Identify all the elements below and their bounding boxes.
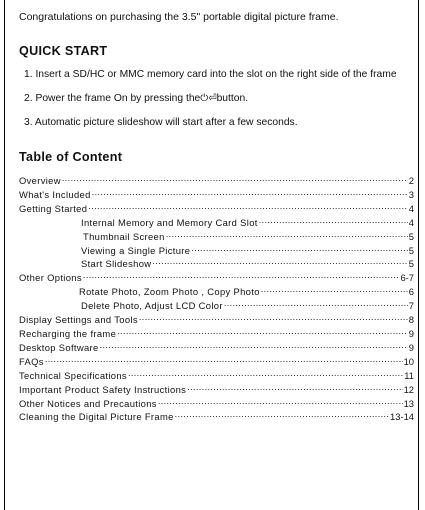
toc-leader	[152, 257, 407, 267]
toc-title: Display Settings and Tools	[19, 314, 138, 326]
toc-title: Overview	[19, 175, 61, 186]
toc-page: 10	[403, 355, 414, 367]
toc-page: 8	[408, 314, 414, 326]
toc-page: 2	[408, 175, 414, 186]
manual-page	[19, 10, 414, 424]
toc-title: Start Slideshow	[81, 258, 152, 270]
toc-page: 9	[408, 327, 414, 339]
toc-page: 4	[408, 202, 414, 214]
toc-title: FAQs	[19, 355, 44, 367]
toc-entry	[19, 188, 414, 202]
toc-page: 9	[408, 341, 414, 353]
toc-title: Desktop Software	[19, 341, 99, 353]
toc-title: Important Product Safety Instructions	[19, 383, 187, 395]
toc-entry	[19, 216, 414, 230]
table-of-contents	[19, 174, 414, 424]
quick-start-steps	[19, 68, 414, 130]
toc-leader	[117, 327, 408, 337]
intro-text: Congratulations on purchasing the 3.5" portable digital picture frame.	[19, 11, 339, 23]
toc-entry	[19, 313, 414, 327]
toc-page: 6-7	[400, 272, 414, 284]
toc-entry	[19, 271, 414, 285]
toc-leader	[166, 230, 408, 240]
step-text: 1. Insert a SD/HC or MMC memory card into the slot on the right side of the frame	[24, 69, 397, 80]
toc-title: Rotate Photo, Zoom Photo , Copy Photo	[79, 286, 260, 298]
toc-title: Cleaning the Digital Picture Frame	[19, 411, 174, 423]
toc-page: 13-14	[390, 411, 414, 423]
quick-start-step	[19, 92, 414, 106]
toc-entry	[19, 383, 414, 397]
page-border-right	[418, 0, 419, 510]
toc-leader	[83, 271, 400, 281]
toc-leader	[191, 244, 407, 254]
toc-entry	[19, 327, 414, 341]
toc-leader	[62, 174, 408, 184]
quick-start-step	[19, 116, 414, 130]
step-text: 3. Automatic picture slideshow will start after a few seconds.	[24, 117, 298, 128]
toc-page: 12	[403, 383, 414, 395]
toc-title: Delete Photo, Adjust LCD Color	[81, 300, 223, 312]
toc-entry	[19, 299, 414, 313]
toc-page: 4	[408, 216, 414, 228]
toc-entry	[19, 174, 414, 188]
toc-entry	[19, 285, 414, 299]
power-enter-icon: ⏻⏎	[200, 93, 217, 104]
toc-page: 7	[408, 300, 414, 312]
toc-title: Thumbnail Screen	[83, 230, 165, 242]
toc-entry	[19, 244, 414, 258]
toc-entry	[19, 355, 414, 369]
toc-page: 11	[404, 369, 414, 381]
toc-leader	[259, 216, 408, 226]
toc-heading: Table of Content	[19, 150, 123, 164]
toc-title: Internal Memory and Memory Card Slot	[81, 216, 258, 228]
toc-page: 5	[408, 244, 414, 256]
toc-title: Other Options	[19, 272, 82, 284]
toc-title: Viewing a Single Picture	[81, 244, 191, 256]
step-text: 2. Power the frame On by pressing the	[24, 93, 201, 104]
toc-title: Recharging the frame	[19, 327, 117, 339]
toc-title: What's Included	[19, 188, 91, 200]
toc-leader	[45, 355, 403, 365]
toc-page: 3	[408, 188, 414, 200]
toc-entry	[19, 257, 414, 271]
toc-leader	[175, 410, 389, 420]
toc-leader	[128, 369, 403, 379]
toc-title: Technical Specifications	[19, 369, 127, 381]
page-border-left	[4, 0, 5, 510]
toc-leader	[261, 285, 408, 295]
toc-entry	[19, 341, 414, 355]
toc-leader	[92, 188, 408, 198]
quick-start-step	[19, 68, 414, 82]
toc-leader	[100, 341, 408, 351]
toc-leader	[224, 299, 408, 309]
toc-leader	[139, 313, 408, 323]
toc-page: 13	[403, 397, 414, 409]
toc-leader	[88, 202, 407, 212]
quick-start-heading: QUICK START	[19, 44, 108, 58]
toc-page: 6	[408, 286, 414, 298]
toc-leader	[158, 397, 403, 407]
toc-entry	[19, 369, 414, 383]
step-suffix: button.	[216, 93, 249, 104]
toc-title: Getting Started	[19, 202, 88, 214]
toc-entry	[19, 397, 414, 411]
toc-page: 5	[408, 230, 414, 242]
toc-page: 5	[408, 258, 414, 270]
toc-entry	[19, 230, 414, 244]
toc-title: Other Notices and Precautions	[19, 397, 157, 409]
toc-entry	[19, 410, 414, 424]
toc-entry	[19, 202, 414, 216]
toc-leader	[187, 383, 402, 393]
